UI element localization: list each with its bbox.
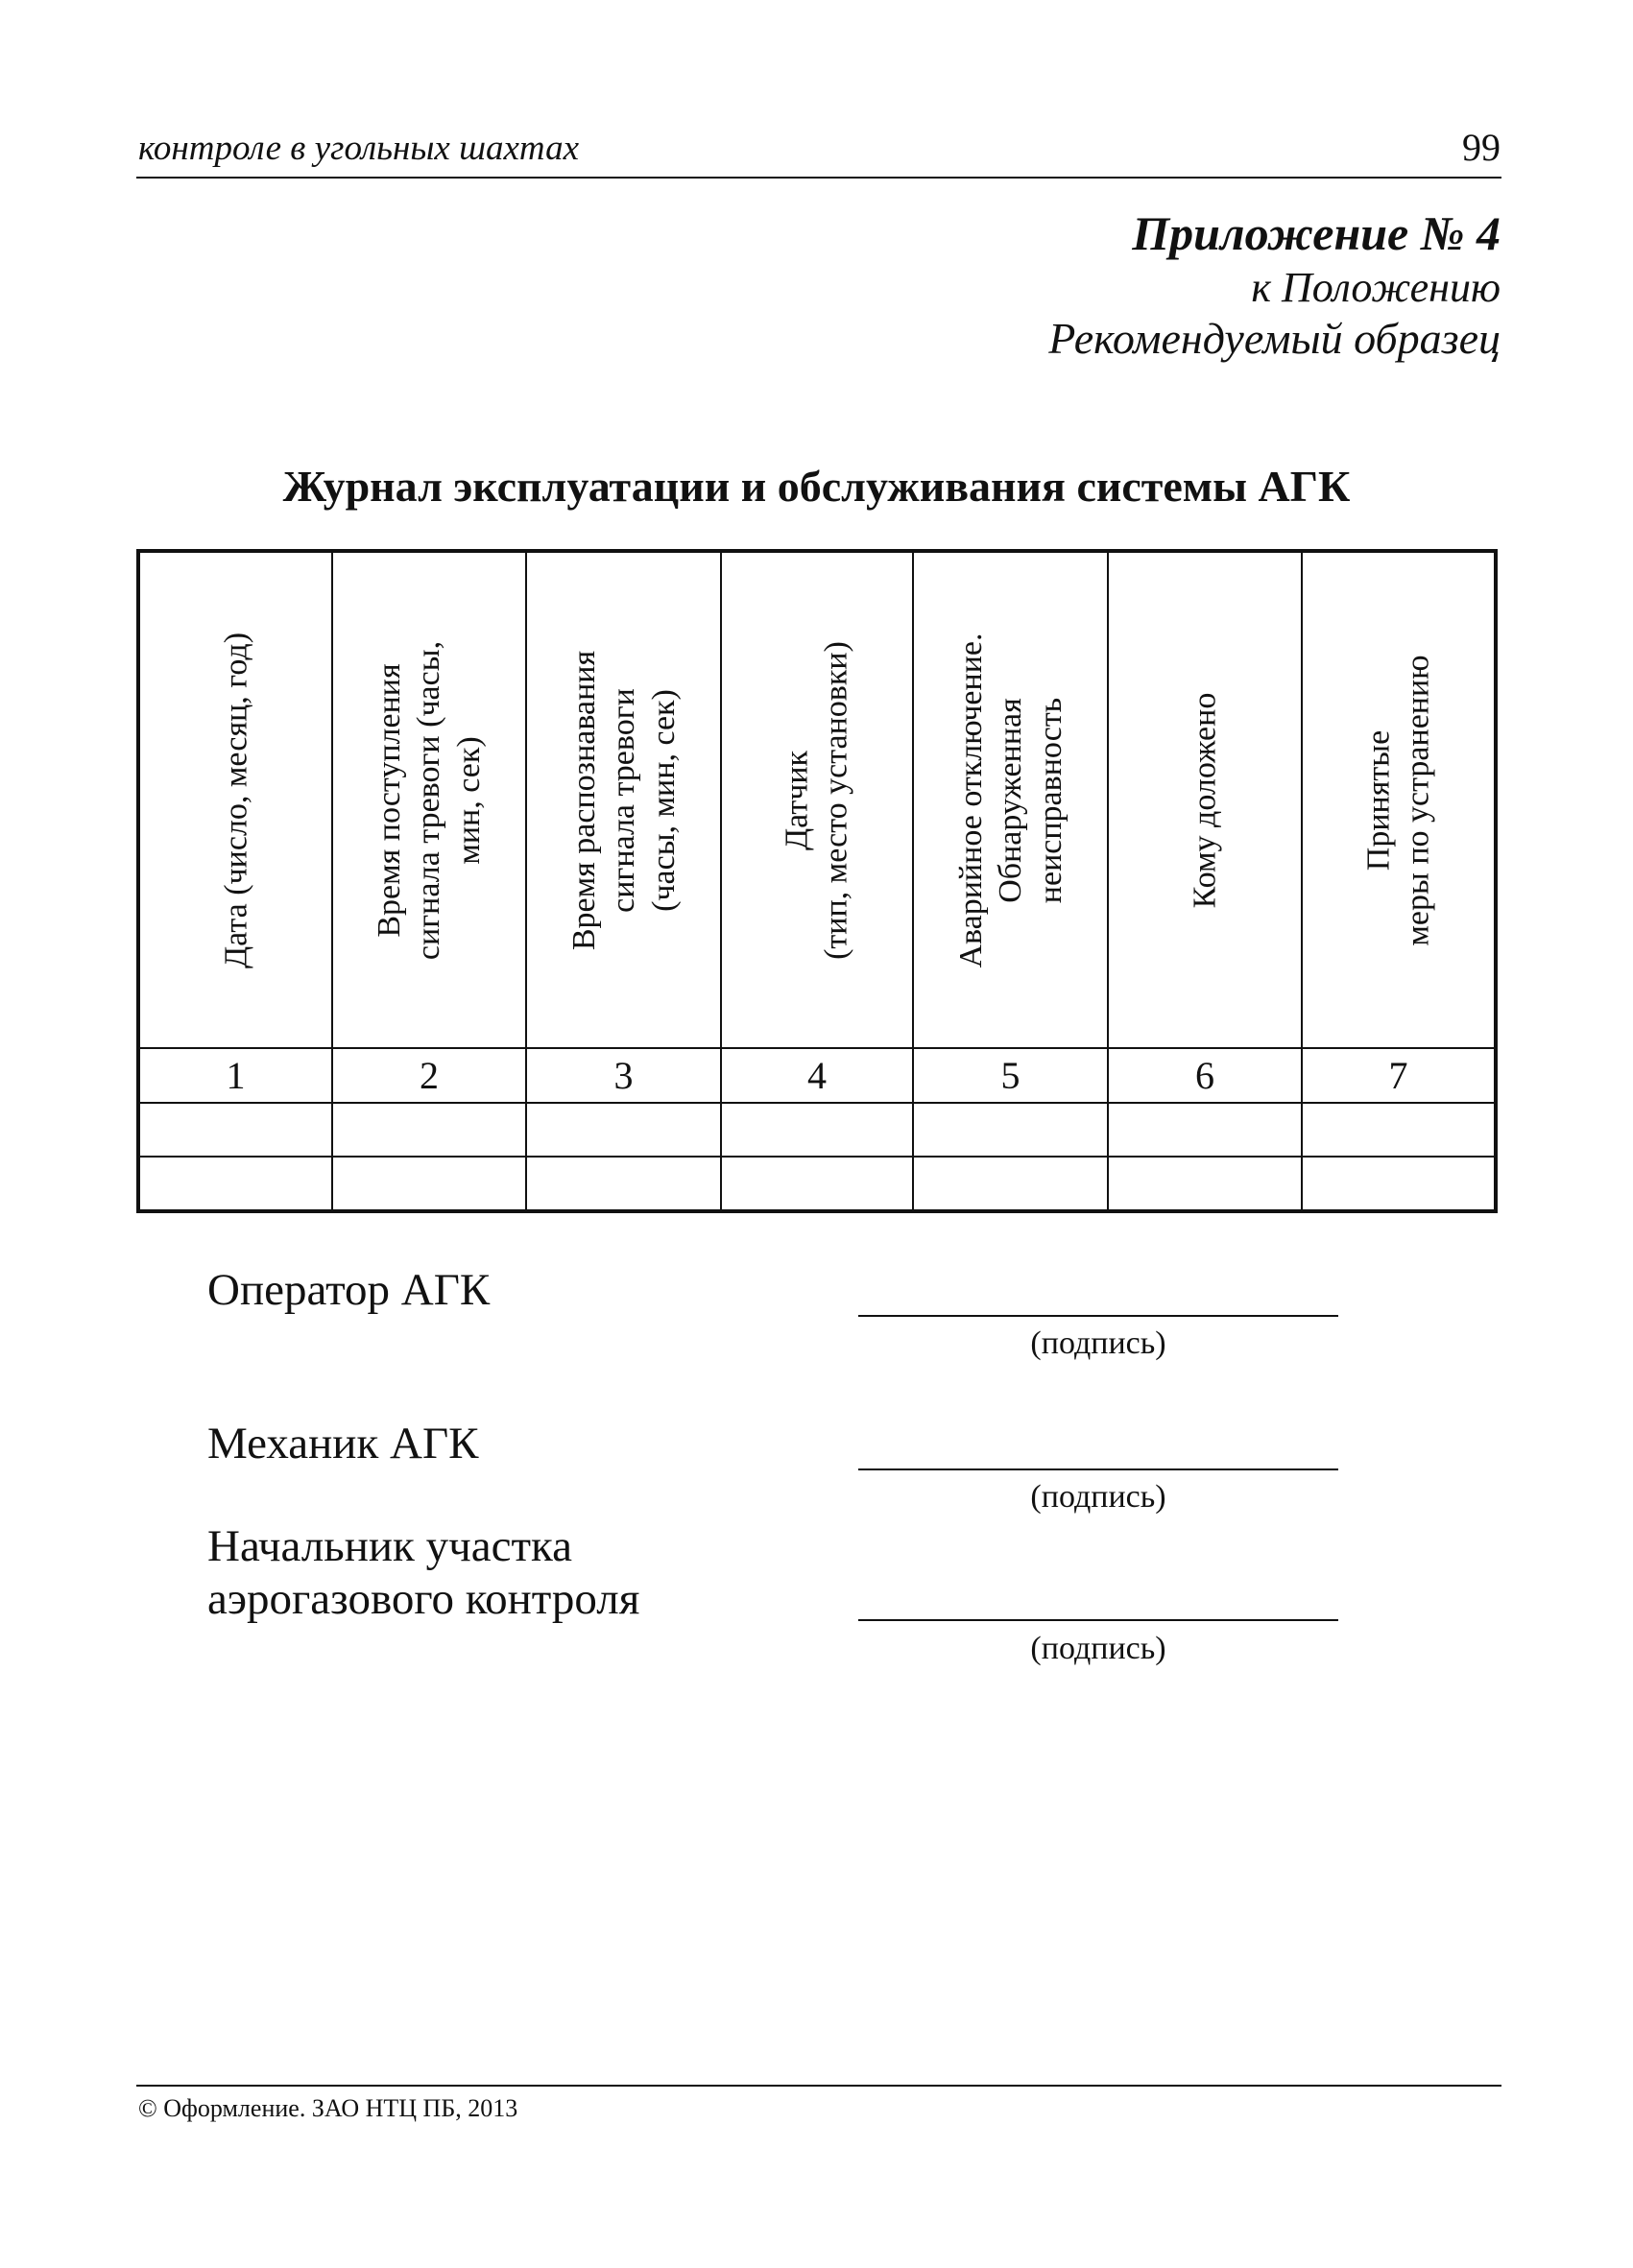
signature-caption: (подпись) <box>1030 1325 1166 1361</box>
header-cell-alarm-time <box>332 551 526 1048</box>
header-cell-reported-to <box>1108 551 1302 1048</box>
table-header-row <box>138 551 1496 1048</box>
header-label: Датчик (тип, место установки) <box>779 640 854 960</box>
appendix-sample-label: Рекомендуемый образец <box>1048 314 1501 363</box>
copyright-footer: © Оформление. ЗАО НТЦ ПБ, 2013 <box>138 2094 518 2122</box>
empty-cell <box>721 1157 913 1211</box>
header-cell-sensor <box>721 551 913 1048</box>
empty-cell <box>913 1103 1108 1157</box>
footer-rule <box>136 2085 1501 2087</box>
empty-cell <box>138 1157 332 1211</box>
signature-caption: (подпись) <box>1030 1479 1166 1515</box>
empty-cell <box>526 1157 721 1211</box>
empty-cell <box>1302 1157 1496 1211</box>
header-rule <box>136 177 1501 179</box>
empty-cell <box>1108 1157 1302 1211</box>
empty-cell <box>526 1103 721 1157</box>
signature-line <box>858 1468 1338 1470</box>
page-number: 99 <box>1462 126 1501 169</box>
header-label: Время поступления сигнала тревоги (часы, мин, сек) <box>371 640 487 960</box>
column-number: 2 <box>332 1048 526 1103</box>
journal-table <box>136 549 1498 1213</box>
header-cell-recognition-time <box>526 551 721 1048</box>
signature-role-section-head: Начальник участка аэрогазового контроля <box>207 1521 640 1624</box>
column-number: 7 <box>1302 1048 1496 1103</box>
document-title: Журнал эксплуатации и обслуживания системы АГК <box>282 462 1351 511</box>
header-label: Аварийное отключение. Обнаруженная неисправность <box>952 633 1069 968</box>
column-number: 5 <box>913 1048 1108 1103</box>
signature-role-mechanic: Механик АГК <box>207 1419 479 1468</box>
header-label: Принятые меры по устранению <box>1360 654 1436 946</box>
running-title: контроле в угольных шахтах <box>138 129 580 168</box>
signature-line <box>858 1315 1338 1317</box>
header-cell-emergency-shutdown <box>913 551 1108 1048</box>
header-cell-measures <box>1302 551 1496 1048</box>
empty-cell <box>138 1103 332 1157</box>
column-number: 1 <box>138 1048 332 1103</box>
empty-cell <box>332 1103 526 1157</box>
empty-cell <box>332 1157 526 1211</box>
appendix-reference: к Положению <box>1251 264 1501 311</box>
empty-cell <box>1108 1103 1302 1157</box>
header-label: Кому доложено <box>1187 692 1223 908</box>
signature-caption: (подпись) <box>1030 1631 1166 1666</box>
header-cell-date <box>138 551 332 1048</box>
signature-role-operator: Оператор АГК <box>207 1265 491 1315</box>
signature-line <box>858 1619 1338 1621</box>
table-row <box>138 1103 1496 1157</box>
column-number: 6 <box>1108 1048 1302 1103</box>
empty-cell <box>913 1157 1108 1211</box>
column-number: 4 <box>721 1048 913 1103</box>
empty-cell <box>1302 1103 1496 1157</box>
header-label: Дата (число, месяц, год) <box>217 632 253 968</box>
column-number-row <box>138 1048 1496 1103</box>
header-label: Время распознавания сигнала тревоги (часы, мин, сек) <box>565 650 682 950</box>
column-number: 3 <box>526 1048 721 1103</box>
appendix-title: Приложение № 4 <box>1132 206 1501 260</box>
empty-cell <box>721 1103 913 1157</box>
table-row <box>138 1157 1496 1211</box>
